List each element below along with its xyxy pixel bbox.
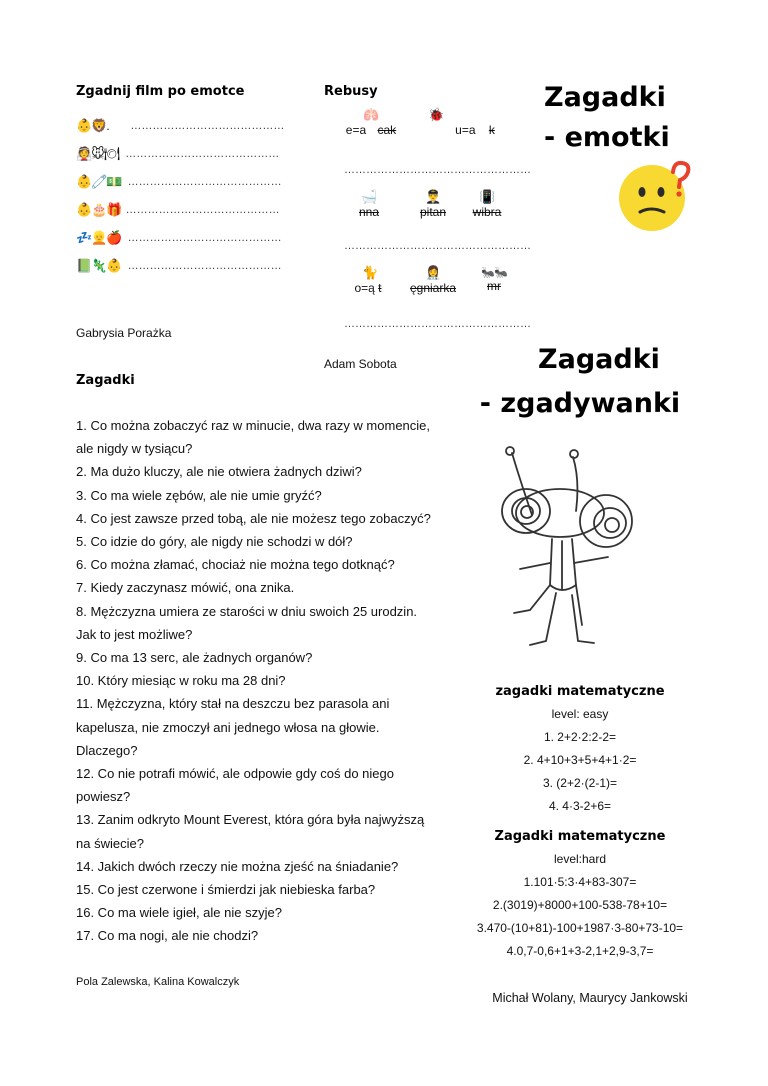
riddle-line: 5. Co idzie do góry, ale nigdy nie schodzi w dół?	[76, 534, 353, 550]
zgadywanki-title-line2: - zgadywanki	[479, 388, 681, 419]
math-problem: 4.0,7-0,6+1+3-2,1+2,9-3,7=	[506, 944, 654, 958]
math-hard-block	[460, 848, 700, 963]
movie-emoji: 👶🦁	[76, 118, 107, 134]
rebus-strike: pitan	[419, 205, 447, 219]
riddles-title: Zagadki	[76, 373, 135, 388]
movie-emoji: 💤👱🍎	[76, 230, 122, 246]
rebus-title: Rebusy	[324, 84, 378, 99]
riddle-line: kapelusza, nie zmoczył ani jednego włosa na głowie.	[76, 719, 380, 735]
answer-blank[interactable]: ……………………………………	[127, 176, 282, 188]
math-easy-title: zagadki matematyczne	[495, 684, 665, 699]
math-problem: 2.(3019)+8000+100-538-78+10=	[492, 898, 668, 912]
rebus-strike: cak	[377, 123, 397, 137]
riddle-line: 10. Który miesiąc w roku ma 28 dni?	[76, 673, 286, 689]
math-hard-level: level:hard	[553, 852, 607, 866]
emoji-quiz-title: Zgadnij film po emotce	[76, 84, 245, 99]
rebus-item	[420, 108, 510, 137]
zgadywanki-title-line1: Zagadki	[538, 344, 660, 375]
math-problem: 3.470-(10+81)-100+1987·3-80+73-10=	[476, 921, 684, 935]
riddle-line: 12. Co nie potrafi mówić, ale odpowie gdy coś do niego	[76, 766, 394, 782]
rebus-item	[340, 266, 396, 295]
rebus-item	[344, 190, 394, 219]
rebus-strike: t	[378, 281, 382, 295]
math-authors: Michał Wolany, Maurycy Jankowski	[492, 991, 688, 1005]
ants-icon: 🐜🐜	[481, 266, 507, 279]
math-hard-title: Zagadki matematyczne	[494, 829, 666, 844]
math-easy-level: level: easy	[551, 707, 609, 721]
emoji-row	[76, 140, 306, 168]
riddle-line: 3. Co ma wiele zębów, ale nie umie gryźć?	[76, 487, 322, 503]
riddle-line: 14. Jakich dwóch rzeczy nie można zjeść na śniadanie?	[76, 858, 399, 874]
riddle-line: 1. Co można zobaczyć raz w minucie, dwa razy w momencie,	[76, 418, 431, 433]
riddle-line: 4. Co jest zawsze przed tobą, ale nie możesz tego zobaczyć?	[76, 510, 431, 526]
answer-blank[interactable]: ……………………………………	[127, 232, 282, 244]
pilot-icon: 👨‍✈️	[425, 190, 441, 205]
rebus-strike: k	[488, 123, 495, 137]
lungs-icon: 🫁	[363, 108, 379, 123]
riddle-line: 8. Mężczyzna umiera ze starości w dniu swoich 25 urodzin.	[76, 603, 418, 619]
riddle-line: 6. Co można złamać, chociaż nie można tego dotknąć?	[76, 557, 395, 573]
rebus-item	[336, 108, 406, 137]
rebus-strike: mr	[487, 279, 501, 293]
emotki-title-line2: - emotki	[544, 122, 670, 153]
riddle-line: 11. Mężczyzna, który stał na deszczu bez parasola ani	[76, 696, 390, 712]
emotki-title-line1: Zagadki	[544, 82, 666, 113]
riddle-line: 13. Zanim odkryto Mount Everest, która góra była najwyższą	[76, 812, 425, 828]
rebus-blank[interactable]: ……………………………………………	[344, 240, 531, 252]
ant-drawing	[490, 445, 660, 660]
rebus-prefix: u=a	[455, 123, 476, 137]
rebus-item	[408, 190, 458, 219]
math-problem: 1.101·5:3·4+83-307=	[523, 875, 637, 889]
emoji-row	[76, 112, 306, 140]
riddle-line: 2. Ma dużo kluczy, ale nie otwiera żadnych dziwi?	[76, 464, 362, 480]
riddle-line: 9. Co ma 13 serc, ale żadnych organów?	[76, 650, 313, 666]
emoji-sep: .	[106, 119, 110, 133]
cat-icon: 🐈	[362, 266, 378, 281]
movie-emoji: 👶🎂🎁	[76, 202, 122, 218]
math-problem: 2. 4+10+3+5+4+1·2=	[523, 753, 637, 767]
rebus-author: Adam Sobota	[324, 357, 397, 371]
rebus-item	[474, 266, 514, 293]
emoji-row	[76, 224, 306, 252]
rebus-blank[interactable]: ……………………………………………	[344, 164, 531, 176]
vibration-icon: 📳	[479, 190, 495, 205]
riddle-line: na świecie?	[76, 835, 144, 851]
rebus-strike: nna	[358, 205, 380, 219]
riddle-line: 17. Co ma nogi, ale nie chodzi?	[76, 928, 259, 944]
emoji-quiz-author: Gabrysia Porażka	[76, 326, 172, 340]
thinking-face-icon	[618, 160, 694, 232]
emotki-title	[544, 78, 670, 158]
math-problem: 1. 2+2·2:2-2=	[543, 730, 617, 744]
rebus-blank[interactable]: ……………………………………………	[344, 318, 531, 330]
math-problem: 3. (2+2·(2-1)=	[542, 776, 618, 790]
movie-emoji: 👰🐭🍽	[76, 146, 120, 162]
riddles-list	[76, 414, 446, 948]
zgadywanki-title	[460, 338, 700, 426]
rebus-strike: wibra	[472, 205, 502, 219]
riddle-line: Jak to jest możliwe?	[76, 626, 193, 642]
riddle-line: 15. Co jest czerwone i śmierdzi jak niebieska farba?	[76, 882, 376, 898]
rebus-item	[462, 190, 512, 219]
nurse-icon: 👩‍⚕️	[425, 266, 441, 281]
answer-blank[interactable]: ……………………………………	[127, 260, 282, 272]
emoji-row	[76, 168, 306, 196]
riddle-line: Dlaczego?	[76, 742, 138, 758]
emoji-row	[76, 252, 306, 280]
rebus-prefix: o=ą	[354, 281, 375, 295]
emoji-row	[76, 196, 306, 224]
bathtub-icon: 🛁	[361, 190, 377, 205]
rebus-strike: ęgniarka	[409, 281, 457, 295]
answer-blank[interactable]: ……………………………………	[125, 148, 280, 160]
rebus-prefix: e=a	[345, 123, 367, 137]
riddles-authors: Pola Zalewska, Kalina Kowalczyk	[76, 976, 240, 988]
rebus-item	[402, 266, 464, 295]
emoji-quiz-list	[76, 112, 306, 280]
answer-blank[interactable]: ……………………………………	[130, 120, 285, 132]
answer-blank[interactable]: ……………………………………	[125, 204, 280, 216]
bug-icon: 🐞	[428, 108, 444, 123]
riddle-line: 16. Co ma wiele igieł, ale nie szyje?	[76, 905, 282, 921]
riddle-line: powiesz?	[76, 789, 131, 805]
math-easy-block	[470, 703, 690, 818]
riddle-line: ale nigdy w tysiącu?	[76, 441, 193, 457]
movie-emoji: 📗🦎👶	[76, 258, 122, 274]
math-problem: 4. 4·3-2+6=	[548, 799, 612, 813]
movie-emoji: 👶🧷💵	[76, 174, 122, 190]
riddle-line: 7. Kiedy zaczynasz mówić, ona znika.	[76, 580, 295, 596]
